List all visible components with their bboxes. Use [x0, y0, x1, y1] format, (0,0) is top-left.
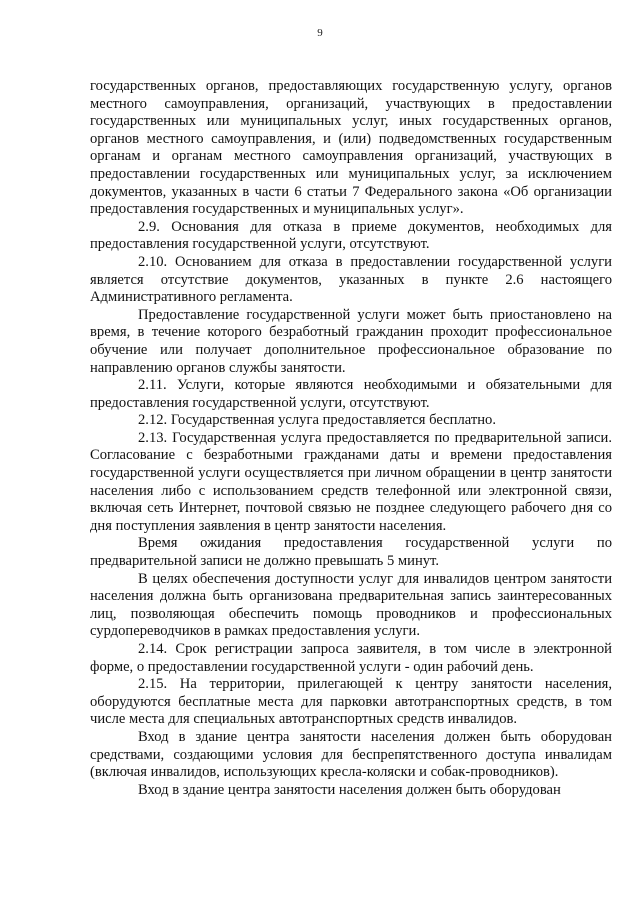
paragraph: государственных органов, предоставляющих государственную услугу, органов местного самоуправления, организаций, участвующих в предоставлении государственных или муниципальных услуг, иных государственных органов, органов местного самоуправления, и (или) подведомственных государственным органам и органам местного самоуправления организаций, участвующих в предоставлении государственных или муниципальных услуг, за исключением документов, указанных в части 6 статьи 7 Федерального закона «Об организации предоставления государственных и муниципальных услуг».	[90, 78, 612, 218]
paragraph: Вход в здание центра занятости населения должен быть оборудован средствами, создающими условия для беспрепятственного доступа инвалидам (включая инвалидов, использующих кресла-коляски и собак-проводников).	[90, 728, 612, 781]
paragraph: Предоставление государственной услуги может быть приостановлено на время, в течение которого безработный гражданин проходит профессиональное обучение или получает дополнительное профессиональное образование по направлению органов службы занятости.	[90, 306, 612, 376]
paragraph: 2.9. Основания для отказа в приеме документов, необходимых для предоставления государственной услуги, отсутствуют.	[90, 218, 612, 253]
paragraph: 2.10. Основанием для отказа в предоставлении государственной услуги является отсутствие документов, указанных в пункте 2.6 настоящего Административного регламента.	[90, 253, 612, 306]
paragraph: 2.15. На территории, прилегающей к центру занятости населения, оборудуются бесплатные места для парковки автотранспортных средств, в том числе места для специальных автотранспортных средств инвалидов.	[90, 676, 612, 728]
paragraph: Вход в здание центра занятости населения должен быть оборудован	[138, 781, 561, 798]
paragraph: В целях обеспечения доступности услуг для инвалидов центром занятости населения должна быть организована предварительная запись заинтересованных лиц, позволяющая обеспечить помощь проводников и профессиональных сурдопереводчиков в рамках предоставления услуги.	[90, 570, 612, 640]
document-body	[90, 78, 612, 799]
paragraph: 2.12. Государственная услуга предоставляется бесплатно.	[138, 412, 497, 429]
paragraph: 2.11. Услуги, которые являются необходимыми и обязательными для предоставления государственной услуги, отсутствуют.	[90, 377, 612, 411]
paragraph: Время ожидания предоставления государственной услуги по предварительной записи не должно превышать 5 минут.	[90, 535, 612, 570]
paragraph: 2.14. Срок регистрации запроса заявителя, в том числе в электронной форме, о предоставлении государственной услуги - один рабочий день.	[90, 641, 612, 675]
page-number: 9	[317, 27, 323, 39]
paragraph: 2.13. Государственная услуга предоставляется по предварительной записи. Согласование с безработными гражданами даты и времени предоставления государственной услуги осуществляется при личном обращении в центр занятости населения либо с использованием средств телефонной или электронной связи, включая сеть Интернет, почтовой связью не позднее следующего рабочего дня со дня поступления заявления в центр занятости населения.	[90, 429, 612, 534]
